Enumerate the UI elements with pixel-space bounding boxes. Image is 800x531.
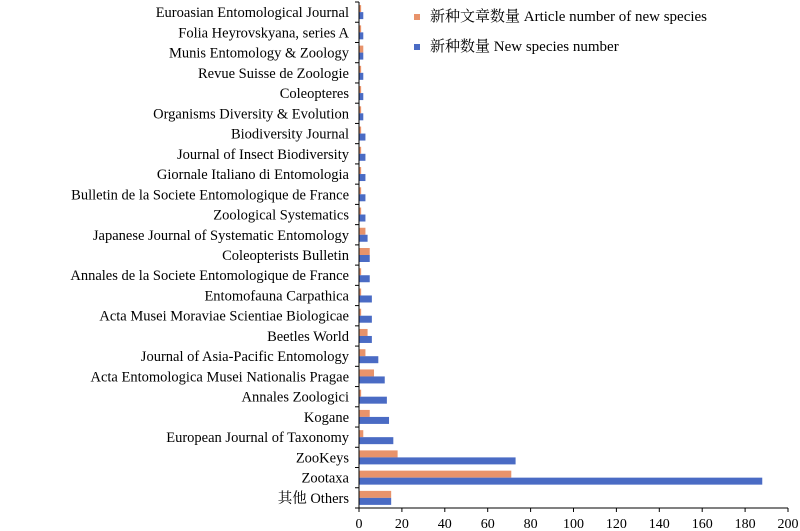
category-label: Giornale Italiano di Entomologia — [156, 167, 349, 184]
category-label: Zootaxa — [301, 470, 349, 487]
category-label: Journal of Asia-Pacific Entomology — [140, 349, 349, 366]
legend — [414, 7, 707, 55]
category-label: Euroasian Entomological Journal — [155, 5, 349, 22]
category-label: European Journal of Taxonomy — [166, 430, 349, 447]
species-bar — [359, 356, 378, 363]
category-label: Journal of Insect Biodiversity — [177, 146, 349, 163]
species-bar — [359, 397, 387, 404]
species-bar — [359, 376, 385, 383]
category-label: Annales Zoologici — [241, 389, 349, 406]
legend-swatch-article — [414, 14, 420, 20]
category-label: Acta Entomologica Musei Nationalis Pragae — [90, 369, 349, 386]
x-tick-label: 0 — [355, 517, 363, 531]
category-label: Munis Entomology & Zoology — [168, 45, 349, 62]
category-label: Entomofauna Carpathica — [204, 288, 349, 305]
category-label: 其他 Others — [277, 490, 349, 507]
x-tick-label: 140 — [648, 517, 670, 531]
species-bar — [359, 73, 363, 80]
species-bar — [359, 457, 516, 464]
category-label: Annales de la Societe Entomologique de France — [70, 268, 349, 285]
article-bar — [359, 450, 398, 457]
species-bar — [359, 113, 363, 120]
species-bar — [359, 53, 363, 60]
species-bar — [359, 154, 365, 161]
article-bar — [359, 248, 370, 255]
species-bar — [359, 255, 370, 262]
category-label: Coleopteres — [279, 86, 349, 103]
x-tick-label: 200 — [777, 517, 799, 531]
category-label: Folia Heyrovskyana, series A — [178, 25, 349, 42]
article-bar — [359, 349, 365, 356]
x-tick-label: 20 — [394, 517, 409, 531]
species-bar — [359, 316, 372, 323]
article-bar — [359, 329, 368, 336]
x-tick-label: 40 — [437, 517, 452, 531]
category-label: Acta Musei Moraviae Scientiae Biologicae — [99, 308, 349, 325]
category-label: Organisms Diversity & Evolution — [153, 106, 349, 123]
legend-swatch-species — [414, 44, 420, 50]
x-tick-label: 180 — [734, 517, 756, 531]
x-tick-label: 160 — [691, 517, 713, 531]
species-bar — [359, 134, 365, 141]
species-bar — [359, 275, 370, 282]
species-bar — [359, 336, 372, 343]
category-label: Bulletin de la Societe Entomologique de France — [71, 187, 349, 204]
article-bar — [359, 46, 363, 53]
x-tick-label: 80 — [523, 517, 538, 531]
species-bar — [359, 12, 363, 19]
species-bar — [359, 235, 368, 242]
category-label: Coleopterists Bulletin — [222, 248, 349, 264]
species-bar — [359, 417, 389, 424]
article-bar — [359, 491, 391, 498]
species-bar — [359, 215, 365, 222]
category-label: Biodiversity Journal — [230, 126, 349, 143]
article-bar — [359, 369, 374, 376]
species-bar — [359, 295, 372, 302]
axes-group — [70, 2, 798, 531]
category-label: Revue Suisse de Zoologie — [197, 65, 349, 82]
x-tick-label: 120 — [605, 517, 627, 531]
category-label: Kogane — [303, 409, 349, 426]
legend-label-species: 新种数量 New species number — [430, 39, 619, 55]
article-bar — [359, 430, 363, 437]
species-bar — [359, 194, 365, 201]
x-tick-label: 100 — [563, 517, 584, 531]
species-bar — [359, 93, 363, 100]
category-label: Beetles World — [267, 328, 349, 345]
species-bar — [359, 478, 762, 485]
article-bar — [359, 410, 370, 417]
article-bar — [359, 228, 365, 235]
bars-group — [359, 5, 762, 505]
species-bar — [359, 32, 363, 39]
category-label: Japanese Journal of Systematic Entomology — [92, 227, 349, 244]
legend-label-article: 新种文章数量 Article number of new species — [430, 9, 708, 25]
species-bar — [359, 174, 365, 181]
species-bar — [359, 437, 393, 444]
x-tick-label: 60 — [480, 517, 495, 531]
category-label: Zoological Systematics — [213, 207, 349, 224]
category-label: ZooKeys — [295, 450, 349, 467]
species-bar — [359, 498, 391, 505]
article-bar — [359, 471, 511, 478]
